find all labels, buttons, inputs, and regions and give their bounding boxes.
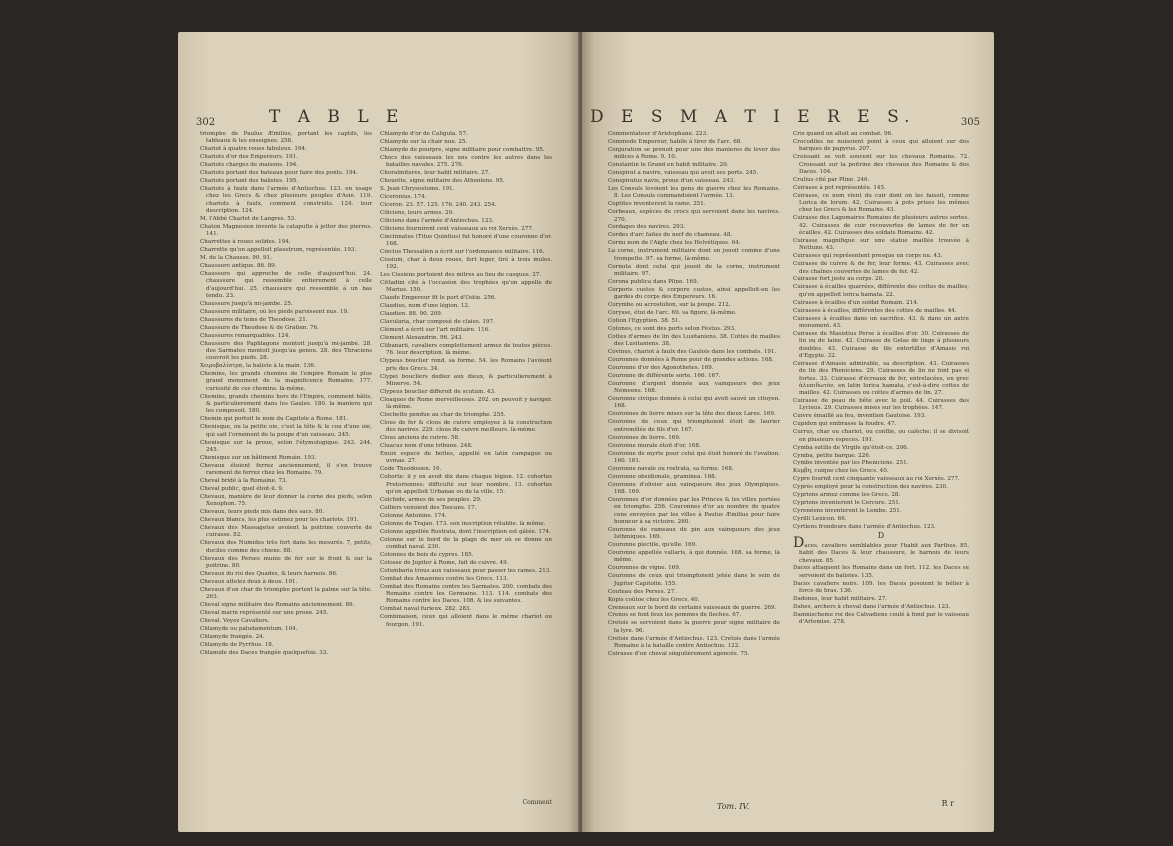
left-page-number: 302 xyxy=(196,117,216,128)
left-catchword: Comment xyxy=(522,799,552,806)
index-entry: Cuirasses à écailles dans un sacrifice. 43. & dans un autre monument. 43. xyxy=(793,315,969,329)
right-column-1 xyxy=(608,131,780,659)
index-entry: Cuirasse à écailles quarrées, différente des cottes de mailles, qu'on appelloit lorica hamata. 22. xyxy=(793,284,969,298)
index-entry: Columbaria trous aux vaisseaux pour passer les rames. 213. xyxy=(380,567,552,574)
index-entry: Chaussure de Theodose & de Gratien. 76. xyxy=(200,324,319,331)
index-entry: Chaussure militaire, où les pieds paroissent nus. 19. xyxy=(200,308,349,315)
index-entry: Chevaux des Massagetes avoient la poitrine couverte de cuirasse. 82. xyxy=(200,525,372,539)
index-entry: Couronne de ceux qui triomphoient jetée dans le sein de Jupiter Capitolin. 155. xyxy=(608,573,780,587)
index-entry: Couronne d'or des Agonothetes. 169. xyxy=(608,364,714,371)
index-entry: Couronne murale étoit d'or. 168. xyxy=(608,442,701,449)
index-entry: Corona publica dans Pline. 169. xyxy=(608,278,699,285)
index-entry: Cuirasses à écailles, différentes des cottes de mailles. 44. xyxy=(793,307,957,314)
index-entry: Cittadini cité à l'occasion des trophées qu'on appelle de Marius. 150. xyxy=(380,280,552,294)
signature-mark: R r xyxy=(941,799,954,808)
index-entry: Cincius Thessalien a écrit sur l'ordonnance militaire. 116. xyxy=(380,248,545,255)
index-entry: Chaussures remarquables. 124. xyxy=(200,332,291,339)
index-entry: Chevaux des Numides très fort dans les mesurés. 7, petits, dociles comme des chiens. 88. xyxy=(200,540,372,554)
index-entry: Cuirasse, ce nom vient du cuir dont on les faisoit, comme Lorica de lorum. 42. Cuirasses à pots prises les mêmes chez les Grecs & les Romains. 43. xyxy=(793,192,969,214)
index-entry: Covinus, chariot à faulx des Gaulois dans les combats. 191. xyxy=(608,349,777,356)
index-entry: Chariots à faulx dans l'armée d'Antiochus. 123. en usage chez les Grecs & chez plusieurs peuples d'Asie. 119. chariots à faulx, comment construits. 124. leur description. 124. xyxy=(200,185,372,214)
index-entry: Couronne de myrte pour celui qui étoit honoré de l'ovation. 160. 161. xyxy=(608,450,780,464)
index-entry: Couronne de rameaux de pin aux vainqueurs des jeux Isthmiques. 169. xyxy=(608,526,780,541)
index-entry: Cheval marin représenté sur une proue. 245. xyxy=(200,610,329,617)
index-entry: Clypeus bouclier rond, sa forme. 54. les Romains l'avoient pris des Grecs. 34. xyxy=(380,358,552,372)
index-entry: Charrette qu'on appelloit plaustrum, représentée. 193. xyxy=(200,247,357,254)
index-entry: Chariots portant des balistes. 195. xyxy=(200,178,299,185)
index-entry: Crulius cité par Pline. 246. xyxy=(793,176,870,183)
volume-footer: Tom. IV. xyxy=(717,802,750,811)
index-entry: Combinaison, ceux qui alloient dans le même chariot ou fourgon. 191. xyxy=(380,614,552,628)
index-entry: Chemins, grands chemins hors de l'Empire, comment bâtis, & particulierement dans les Gaules. 180. la maniere qui les composoit. 180. xyxy=(200,393,372,415)
index-entry: Chlamyde de Pyrrhus. 18. xyxy=(200,641,274,648)
index-entry: Conjuration se prenoit pour une des manieres de lever des milices à Rome. 9. 10. xyxy=(608,146,780,161)
index-entry: Corymbe ou acrostolion, sur la poupe. 212. xyxy=(608,302,731,309)
index-entry: Chevaux attelez deux à deux. 191. xyxy=(200,578,298,585)
index-entry: Cymbe inventée par les Pheniciens. 251. xyxy=(793,460,909,467)
index-entry: Chaussure des Paphlagons montoit jusqu'à mi-jambe. 28. des Sarmates montoit jusqu'au genou. 28. des Thraciens couvroit les pieds. 28. xyxy=(200,340,372,362)
index-entry: Cornuta dont celui qui jouoit de la corne, instrument militaire. 97. xyxy=(608,263,780,277)
right-page xyxy=(582,32,994,832)
index-entry: Chenisque sur un bâtiment Romain. 193. xyxy=(200,454,317,461)
index-entry: Colonne sur le bord de la plage de mer où se donne un combat naval. 230. xyxy=(380,536,552,550)
index-entry: Cuirasse à écailles d'un soldat Romain. 214. xyxy=(793,299,919,306)
index-entry: Couronnes de lierre. 169. xyxy=(608,434,681,441)
index-entry: Croissant se voit souvent sur les chevaux Romains. 72. Croissant sur la poitrine des chevaux des Romains & des Daces. 104. xyxy=(793,154,969,175)
index-entry: Cordes d'arc faites de nerf de chameau. 48. xyxy=(608,232,733,239)
index-entry: Combat des Amazones contre les Grecs. 113. xyxy=(380,575,509,582)
index-entry: Clibanarii, cavaliers complettement armez de toutes pièces. 76. leur description. là même. xyxy=(380,342,552,357)
index-entry: Clochette pendue au char de triomphe. 255. xyxy=(380,412,506,418)
index-entry: Chevaux, manière de leur donner la corne des pieds, selon Xenophon. 75. xyxy=(200,493,372,508)
index-entry: Currus, char ou chariot, ou conflie, ou calèche; il se divisoit en plusieurs especes. 191. xyxy=(793,429,969,443)
index-entry: Creneaux sur le bord de certains vaisseaux de guerre. 269. xyxy=(608,604,777,611)
index-entry: Commode Empereur, habile à tirer de l'arc. 68. xyxy=(608,138,743,145)
index-entry: Damnischeme roi des Calvadiens coulé à fond par le vaisseau d'Artemise. 278. xyxy=(793,611,969,626)
index-entry: Cupidon qui embrasse la foudre. 47. xyxy=(793,421,897,428)
index-entry: Chenisque, ou la petite oie, c'est la tête & le cou d'une oie, qui sait l'ornement de la poupe d'un vaisseau. 245. xyxy=(200,424,372,438)
index-entry: Colonne appellée Rostrata, dont l'inscription est gâtée. 174. xyxy=(380,528,551,535)
index-entry: Conspiratus navis, proue d'un vaisseau. 243. xyxy=(608,178,736,185)
index-entry: Corysse, étui de l'arc. 69. sa figure, là-même. xyxy=(608,310,737,316)
index-entry: Chemin qui portoit le nom du Capitole à Rome. 181. xyxy=(200,416,349,423)
index-entry: Chlamyde ou paludamentum. 104. xyxy=(200,625,298,632)
index-entry: Coptites inventerent la rame. 251. xyxy=(608,201,706,208)
right-page-number: 305 xyxy=(960,117,980,128)
index-entry: Chenisque sur la proue, selon l'étymologique. 243. 244. 245. xyxy=(200,439,372,453)
index-entry: Cohorte: il y en avoit dix dans chaque légion. 12. cohortes Pretoriennes: difficulté sur leur nombre. 13. cohortes qu'on appelloit Urbanae ou de la ville. 15. xyxy=(380,474,552,495)
index-entry: Cyrtiens frondeurs dans l'armée d'Antiochus. 123. xyxy=(793,523,936,530)
index-entry: Cyrenéens inventerent le Lembe. 251. xyxy=(793,508,902,515)
index-entry: Cheval bridé à la Romaine. 73. xyxy=(200,478,288,485)
index-entry: Chevaux, leurs pieds mis dans des sacs. 80. xyxy=(200,509,325,516)
index-entry: Colonne Antonine. 174. xyxy=(380,512,447,519)
index-entry: Couronne navale ou rostrata, sa forme. 168. xyxy=(608,465,734,472)
index-entry: Couronne de différente sorte. 166. 167. xyxy=(608,372,721,379)
index-entry: Couronne d'olivier aux vainqueurs des jeux Olympiques. 168. 169. xyxy=(608,481,780,495)
index-entry: Daces attaquent les Romains dans un fort. 112. les Daces se servoient de balistes. 135. xyxy=(793,565,969,579)
index-entry: Conspirat a navire, vaisseau qui avoit ses ports. 245. xyxy=(608,170,759,177)
index-entry: Cincinnatus (Titus Quintius) fut honoré d'une couronne d'or. 168. xyxy=(380,233,552,247)
index-entry: Clypei boucliers dediez aux dieux, & particulierement à Minerve. 54. xyxy=(380,373,552,387)
index-entry: Cordages des navires. 293. xyxy=(608,224,686,231)
index-entry: Daces cavaliers noirs. 109. les Daces posoient le bélier à force de bras. 136. xyxy=(793,580,969,595)
index-entry: Cissium, char à deux roues, fort leger, tiré à trois mules. 192. xyxy=(380,256,552,271)
index-entry: Cloaques de Rome merveilleuses. 202. on pouvoit y naviger. là-même. xyxy=(380,396,552,411)
index-entry: Cheval. Voyez Cavaliers. xyxy=(200,618,270,624)
index-entry: Chaussure antique. 86. 89. xyxy=(200,262,277,269)
index-entry: Cluacus nom d'une tribune. 248. xyxy=(380,443,473,450)
index-entry: Clous de fer & clous de cuivre employez à la construction des navires. 229. clous de cuivre meilleurs. là-même. xyxy=(380,419,552,434)
index-entry: Clous anciens de cuivre. 58. xyxy=(380,435,460,442)
index-entry: Combat naval furieux. 282. 283. xyxy=(380,606,472,613)
index-entry: Cuirasse à pot représentée. 145. xyxy=(793,184,886,191)
index-entry: Cymba, petite barque. 226. xyxy=(793,452,871,459)
index-entry: Couronne de ceux qui triomphoient étoit de laurier entremêlée de fils d'or. 167. xyxy=(608,419,780,433)
index-entry: Cotion l'Egyptien. 38. 51. xyxy=(608,317,681,324)
index-entry: Colonne de Trajan. 173. son inscription rétablie. là même. xyxy=(380,520,546,527)
index-entry: Cheval public, quel étoit-il. 9. xyxy=(200,486,284,493)
left-column-2 xyxy=(380,131,552,630)
index-entry: Cuirasse fort juste au corps. 20. xyxy=(793,276,884,283)
index-entry: Choralmiteres, leur habit militaire. 27. xyxy=(380,170,491,177)
index-entry: Couronnes de vigne. 169. xyxy=(608,565,681,572)
index-entry: Chevaux blancs, les plus estimez pour les chariots. 191. xyxy=(200,517,359,524)
index-entry: Cypriens inventerent le Cercure. 251. xyxy=(793,500,901,507)
left-page xyxy=(178,32,580,832)
index-entry: Colliers venoient des Toscans. 17. xyxy=(380,504,477,511)
right-running-head: D E S M A T I E R E S. xyxy=(590,107,916,127)
index-entry: Claudien. 88. 90. 209. xyxy=(380,311,443,318)
index-entry: Couronne obsidionale, graminea. 168. xyxy=(608,473,717,480)
index-entry: Cheval signe militaire des Romains anciennement. 89. xyxy=(200,602,355,609)
index-entry: Cretois dans l'armée d'Antiochus. 123. Cretois dans l'armée Romaine à la bataille contre Antiochus. 122. xyxy=(608,635,780,649)
index-entry: Chariot à quatre roues fabuleux. 194. xyxy=(200,146,307,153)
index-entry: Chariots chargez de maisons. 194. xyxy=(200,162,299,169)
index-entry: Cornu nom de l'Aigle chez les Helvétiques. 64. xyxy=(608,240,741,247)
index-entry: Cuirasse magnifique sur une statue maillée trouvée à Nettuno. 43. xyxy=(793,237,969,252)
index-entry: Clement Alexandrin. 96. 243. xyxy=(380,335,464,341)
index-entry: Chevaux du roi des Quades, & leurs harnois. 86. xyxy=(200,570,338,577)
index-entry: Colchide, armes de ses peuples. 29. xyxy=(380,496,482,503)
right-column-2 xyxy=(793,131,969,627)
index-entry: Cuirasse de peau de bête avec le poil. 44. Cuirasses des Lycieus. 29. Cuirasses mises sur les trophées. 147. xyxy=(793,398,969,412)
index-entry: Chlamyde sur la chair nue. 25. xyxy=(380,138,468,145)
section-letter-d: D xyxy=(877,530,885,540)
index-entry: Combat des Romains contre les Sarmates. 200. combats des Romains contre les Germains. 113. 114. combats des Romains contre les Daces. 108. & les suivantes. xyxy=(380,583,552,605)
index-entry: Chlamide des Daces frangée quelquefois. 33. xyxy=(200,649,329,656)
index-entry: Cypre fournit cent cinquante vaisseaux au roi Xerxès. 277. xyxy=(793,476,960,483)
index-entry: Corporis custos & corpore custos, ainsi appelloit-on les gardes du corps des Empereurs. 16. xyxy=(608,286,780,301)
index-entry: Claudius, nom d'une légion. 12. xyxy=(380,303,470,310)
index-entry: La corne, instrument militaire dont on jouoit comme d'une trompette. 97. sa forme, là-même. xyxy=(608,248,780,262)
index-entry: Cotones, ce sont des ports selon Festus. 293. xyxy=(608,325,736,332)
index-entry: Colosse de Jupiter à Rome, fait de cuivre. 49. xyxy=(380,559,509,566)
index-entry: Chevaux étoient ferrez anciennement, il s'en trouve rarement de ferrez chez les Romains. 79. xyxy=(200,462,372,477)
index-entry: Chariots d'or des Empereurs. 191. xyxy=(200,154,298,161)
index-entry: Chouette, signe militaire des Atheniens. 95. xyxy=(380,178,505,185)
index-entry: Clypeus bouclier differoit de scutum. 43. xyxy=(380,388,496,395)
index-entry: Couronnes de lierre mises sur la tête des dieux Lares. 169. xyxy=(608,411,776,418)
index-entry: Colonnes de bois de cypres. 185. xyxy=(380,551,474,558)
index-entry: Cris quand on alloit au combat. 96. xyxy=(793,131,893,137)
index-entry: Ciceronius. 174. xyxy=(380,193,427,200)
index-entry: Cuirasse de cuivre & de fer, leur forme. 43. Cuirasses avec des chaînes couvertes de lames de fer. 42. xyxy=(793,261,969,275)
index-entry: Claude Empereur fit le port d'Ostie. 256. xyxy=(380,295,497,302)
index-entry: Chlamyde de pourpre, signe militaire pour combattre. 95. xyxy=(380,146,545,153)
index-entry: Chaussures du tems de Theodose. 21. xyxy=(200,316,308,323)
index-entry: Chevaux d'un char de triomphe portent la palme sur la tête. 263. xyxy=(200,586,372,601)
index-entry: Enuix espece de bottes, appellé en latin campagus ou uvmas. 27. xyxy=(380,451,552,465)
index-entry: Chaussure jusqu'à mi-jambe. 25. xyxy=(200,300,293,307)
index-entry: Clément a écrit sur l'art militaire. 116. xyxy=(380,327,490,334)
index-entry: Chaussure qui approche de celle d'aujourd'hui. 24. chaussure qui ressemble entierement à celle d'aujourd'hui. 25. chaussure qui ressemble à un bas tendu. 23. xyxy=(200,270,372,299)
index-entry: Chemins, les grands chemins de l'empire Romain le plus grand monument de la magnificence Romaine. 177. curiosité de ces chemins. là-même. xyxy=(200,371,372,392)
index-entry: M. l'Abbé Charlet de Langres. 53. xyxy=(200,215,297,222)
index-entry: Ciceron. 23. 57. 125. 176. 240. 243. 254. xyxy=(380,201,497,208)
index-entry: Cuirasse des Lagomaires Romains de plusieurs autres sortes. 42. Cuirasses de cuir recouvertes de lames de fer en écailles. 42. Cuirasses des soldats Romains. 42. xyxy=(793,215,969,237)
index-entry: Κυμβη, cuique chez les Grecs. 40. xyxy=(793,468,889,475)
index-entry: Chlamyde d'or de Caligula. 57. xyxy=(380,131,468,137)
index-entry: Cypriens armez comme les Grecs. 28. xyxy=(793,492,901,499)
index-entry: Crocodiles ne nuisoient point à ceux qui alloient sur des barques de papyrus. 207. xyxy=(793,138,969,153)
index-entry: Commentateur d'Aristophane. 223. xyxy=(608,131,708,137)
index-entry: Charrettes à roues solides. 194. xyxy=(200,239,291,246)
index-entry: Couronne appellée vallaris, à qui donnée. 168. sa forme, là même. xyxy=(608,550,780,564)
index-entry: Couronne d'argent donnée aux vainqueurs des jeux Nemeens. 168. xyxy=(608,380,780,395)
index-entry: Cyprès employé pour la construction des navires. 230. xyxy=(793,484,948,491)
index-entry: Χειροβαλίστρα, la baliste à la main. 136. xyxy=(200,363,316,370)
index-entry: Cymba sutilis de Virgile qu'étoit-ce. 206. xyxy=(793,444,909,451)
index-entry: Cuirasse de Masistius Perse à écailles d'or. 30. Cuirasses de lin ou de laine. 42. Cuirasse de Gelas de linge à plusieurs doubles. 43. Cuirasse de fils entortillez d'Amasis roi d'Egypte. 32. xyxy=(793,330,969,359)
index-entry: Crenos se font feux les pommes de fleches. 67. xyxy=(608,612,742,619)
index-entry: Dadones, leur habit militaire. 27. xyxy=(793,596,888,602)
index-entry: Daces, cavaliers semblables pour l'habit aux Parthes. 85. habit des Daces & leur chaussure, le harnois de leurs chevaux. 85. xyxy=(793,534,969,564)
index-entry: Couronnes données à Rome pour de grandes actions. 168. xyxy=(608,357,774,364)
index-entry: Ciliciens dans l'armée d'Antiochus. 123. xyxy=(380,217,494,224)
index-entry: Kopis coûtoe chez les Grecs. 40. xyxy=(608,596,700,603)
index-entry: Ciliciens, leurs armes. 29. xyxy=(380,209,454,216)
index-entry: triomphe de Paulus Æmilius, portant les captifs, les tableaux & les enseignes. 258. xyxy=(200,131,372,145)
index-entry: M. de la Chausse. 90. 91. xyxy=(200,255,272,262)
index-entry: Chevaux des Perses munis de fer sur le front & sur la poitrine. 80. xyxy=(200,555,372,570)
index-entry: Couteau des Perses. 27. xyxy=(608,588,677,595)
index-entry: Chariots portant des bateaux pour faire des ponts. 194. xyxy=(200,170,358,177)
index-entry: Les Cissiens portoient des mitres au lieu de casques. 27. xyxy=(380,272,542,279)
index-entry: S. Jean Chrysostome. 191. xyxy=(380,185,455,192)
index-entry: Chaton Magnesien invente la catapulte à jetter des pierres. 141. xyxy=(200,223,372,238)
index-entry: Cuirasse d'un cheval singulièrement agencée. 75. xyxy=(608,650,750,657)
index-entry: Chlamyde frangée. 24. xyxy=(200,633,265,640)
index-entry: Cottes d'armes de lin des Lusitaniens. 38. Cottes de mailles des Lusitaniens. 38. xyxy=(608,333,780,348)
index-entry: Cuirasse d'Amasis admirable, sa description. 43. Cuirasses de lin des Pheniciens. 29. Cuirasses de lin ne font pas si fortes. 33. Cuirasse d'écreaux de fer, entrelacées, en grec ἁλυσιδωτὸν, en latin lorica hamata, c'est-à-dire cottes de mailles. 42. Cuirasses ou cottes d'armes de lin. 27. xyxy=(793,360,969,397)
index-entry: Constantin le Grand en habit militaire. 20. xyxy=(608,162,729,169)
index-entry: Corbeaux, espèces de crocs qui servoient dans les navires. 270. xyxy=(608,209,780,223)
left-column-1 xyxy=(200,131,372,658)
index-entry: Code Theodosien. 16. xyxy=(380,466,442,473)
index-entry: Cuivre émaillé au feu, invention Gauloise. 193. xyxy=(793,413,927,420)
index-entry: Couronnes d'or données par les Princes & les villes portées en triomphe. 256. Couronnes d'or au nombre de quatre cens envoyées par les villes à Paulus Æmilius pour faire honneur à sa victoire. 260. xyxy=(608,496,780,525)
index-entry: Ciliciens fournirent cent vaisseaux au roi Xerxès. 277. xyxy=(380,225,534,232)
index-entry: Cretois se servoient dans la guerre pour signe militaire de la lyre. 96. xyxy=(608,620,780,634)
index-entry: Couronne civique donnée à celui qui avoit sauvé un citoyen. 168. xyxy=(608,396,780,410)
index-entry: Chocs des vaisseaux les uns contre les autres dans les batailles navales. 275. 276. xyxy=(380,154,552,169)
index-entry: Couronne plectile, qu'elle. 169. xyxy=(608,542,698,549)
index-entry: Cuirasses qui représentent presque un corps nu. 43. xyxy=(793,253,943,260)
index-entry: Les Consuls levoient les gens de guerre chez les Romains. 8. Les Consuls commandoient l'armée. 13. xyxy=(608,185,780,200)
index-entry: Cyrilli Lexicon. 66. xyxy=(793,516,847,522)
index-entry: Clavularia, char composé de claies. 197. xyxy=(380,319,495,326)
index-entry: Dahes, archers à cheval dans l'armée d'Antiochus. 123. xyxy=(793,603,951,610)
left-running-head: T A B L E xyxy=(269,107,405,127)
